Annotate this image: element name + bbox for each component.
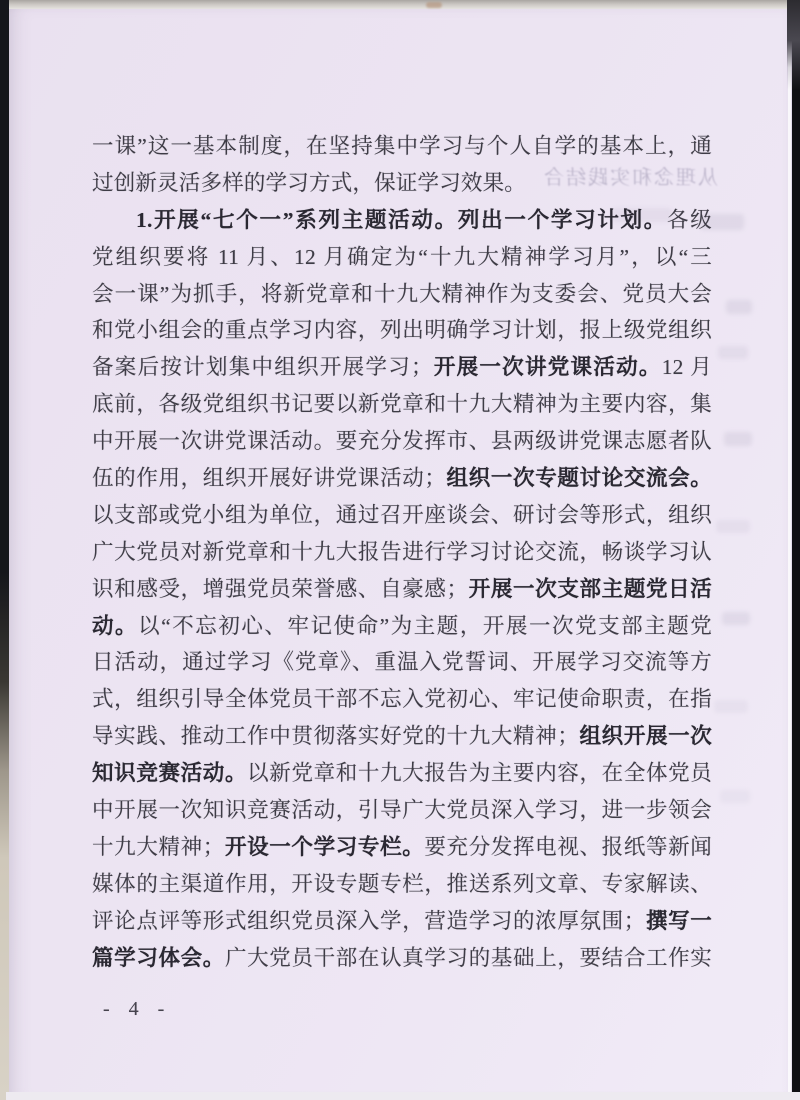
text-segment: 1.开展“七个一”系列主题活动。列出一个学习计划。 <box>136 207 668 232</box>
text-segment: 篇学习体会。 <box>92 945 225 970</box>
document-lines <box>92 128 712 976</box>
text-segment: 会一课”为抓手，将新党章和十九大精神作为支委会、党员大会 <box>92 281 712 306</box>
text-segment: 中开展一次讲党课活动。要充分发挥市、县两级讲党课志愿者队 <box>92 429 712 454</box>
scan-edge-top <box>0 0 800 9</box>
text-line <box>92 866 712 903</box>
bleedthrough-smudge <box>718 346 748 359</box>
bleedthrough-smudge <box>726 300 752 314</box>
text-line <box>92 940 712 977</box>
text-segment: 广大党员对新党章和十九大报告进行学习讨论交流，畅谈学习认 <box>92 539 712 564</box>
text-segment: 中开展一次知识竞赛活动，引导广大党员深入学习，进一步领会 <box>92 798 712 823</box>
text-segment: 要充分发挥电视、报纸等新闻 <box>424 834 712 859</box>
text-line <box>92 718 712 755</box>
text-line <box>92 202 712 239</box>
scan-corner-shadow <box>787 0 800 90</box>
text-segment: 媒体的主渠道作用，开设专题专栏，推送系列文章、专家解读、 <box>92 871 712 896</box>
text-line <box>92 829 712 866</box>
text-segment: 过创新灵活多样的学习方式，保证学习效果。 <box>92 170 527 195</box>
text-line <box>92 460 712 497</box>
text-segment: 以支部或党小组为单位，通过召开座谈会、研讨会等形式，组织 <box>92 502 712 527</box>
text-segment: 识和感受，增强党员荣誉感、自豪感； <box>92 576 469 601</box>
text-line <box>92 312 712 349</box>
text-segment: 伍的作用，组织开展好讲党课活动； <box>92 466 447 491</box>
text-line <box>92 349 712 386</box>
text-segment: 党组织要将 11 月、12 月确定为“十九大精神学习月”，以“三 <box>92 244 712 269</box>
bleedthrough-smudge <box>720 790 750 803</box>
text-segment: 十九大精神； <box>92 834 225 859</box>
text-segment: 以“不忘初心、牢记使命”为主题，开展一次党支部主题党 <box>138 613 712 638</box>
text-line <box>92 792 712 829</box>
text-segment: 开展一次讲党课活动。 <box>432 355 662 380</box>
text-segment: 各级 <box>667 207 712 232</box>
bleedthrough-smudge <box>722 612 750 625</box>
text-line <box>92 644 712 681</box>
text-segment: 12 月 <box>661 355 712 380</box>
text-segment: 开展一次支部主题党日活 <box>468 576 712 601</box>
text-segment: 导实践、推动工作中贯彻落实好党的十九大精神； <box>92 724 580 749</box>
text-line <box>92 276 712 313</box>
text-segment: 备案后按计划集中组织开展学习； <box>92 355 433 380</box>
text-line <box>92 681 712 718</box>
bleedthrough-smudge <box>716 520 750 533</box>
text-segment: 以新党章和十九大报告为主要内容，在全体党员 <box>247 761 713 786</box>
text-segment: 和党小组会的重点学习内容，列出明确学习计划，报上级党组织 <box>92 318 712 343</box>
text-line <box>92 386 712 423</box>
page-edge-highlight <box>788 0 791 1100</box>
bleedthrough-smudge <box>714 700 748 713</box>
text-segment: 广大党员干部在认真学习的基础上，要结合工作实 <box>224 945 713 970</box>
text-segment: 式，组织引导全体党员干部不忘入党初心、牢记使命职责，在指 <box>92 687 712 712</box>
text-line <box>92 903 712 940</box>
text-line <box>92 239 712 276</box>
scan-edge-left <box>0 0 9 1100</box>
bleedthrough-text: 从理念和实践结合 <box>542 167 718 189</box>
scan-stain <box>426 2 442 8</box>
text-line <box>92 534 712 571</box>
text-segment: 组织一次专题讨论交流会。 <box>446 466 713 491</box>
text-segment: 撰写一 <box>645 908 712 933</box>
bleedthrough-smudge <box>724 432 752 446</box>
text-line <box>92 755 712 792</box>
text-line <box>92 571 712 608</box>
text-segment: 评论点评等形式组织党员深入学，营造学习的浓厚氛围； <box>92 908 646 933</box>
text-segment: 知识竞赛活动。 <box>92 761 248 786</box>
page-number: - 4 - <box>103 998 171 1020</box>
text-line <box>92 423 712 460</box>
text-segment: 开设一个学习专栏。 <box>224 834 425 859</box>
text-segment: 一课”这一基本制度，在坚持集中学习与个人自学的基本上，通 <box>92 134 712 158</box>
text-segment: 动。 <box>92 613 139 638</box>
text-segment: 底前，各级党组织书记要以新党章和十九大精神为主要内容，集 <box>92 392 712 417</box>
text-segment: 日活动，通过学习《党章》、重温入党誓词、开展学习交流等方 <box>92 650 712 675</box>
text-line <box>92 608 712 645</box>
text-line <box>92 128 712 165</box>
text-line <box>92 165 712 202</box>
text-line <box>92 497 712 534</box>
scan-edge-bottom <box>6 1092 800 1100</box>
text-segment: 组织开展一次 <box>579 724 713 749</box>
